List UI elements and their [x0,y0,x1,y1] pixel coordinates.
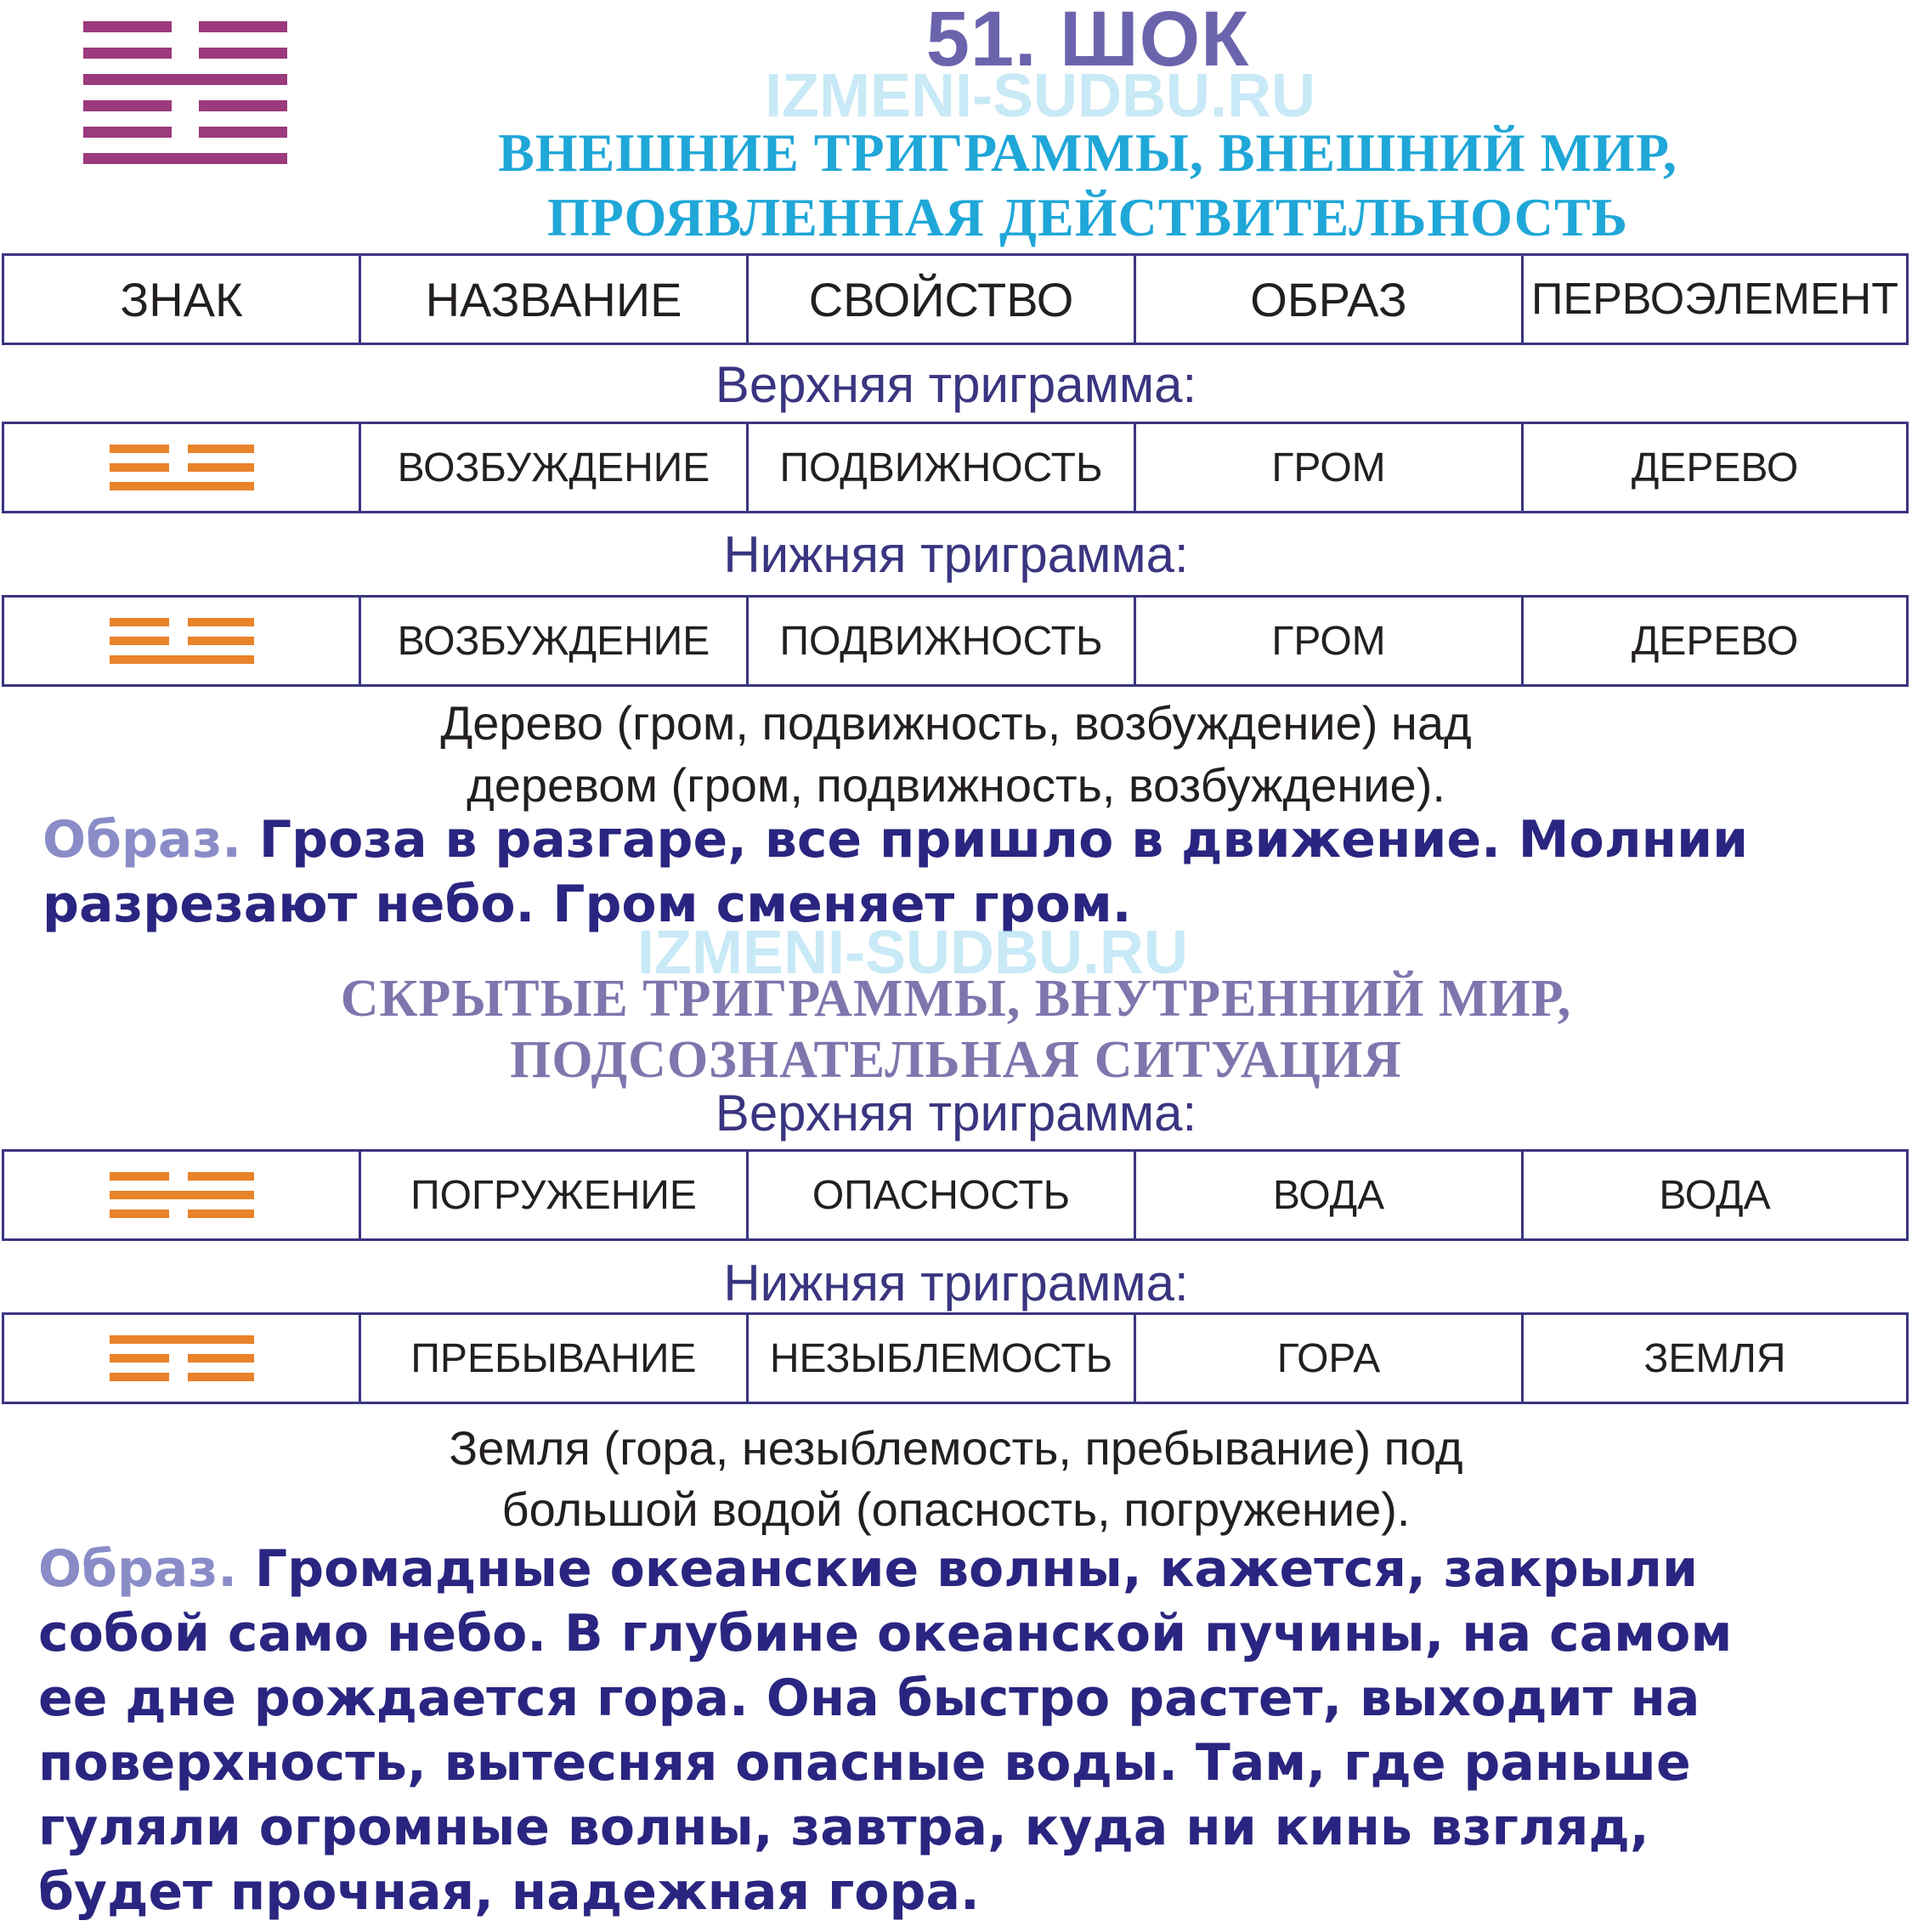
image-line: ее дне рождается гора. Она быстро растет, выходит на [38,1669,1700,1728]
mountain-trigram-icon [110,1331,254,1385]
watermark: IZMENI-SUDBU.RU [637,919,1188,987]
image-label: Образ. [42,810,241,870]
hexagram-51-icon [83,21,287,179]
watermark: IZMENI-SUDBU.RU [765,62,1315,130]
trigram-name: ПРЕБЫВАНИЕ [361,1315,749,1402]
image-line: разрезают небо. Гром сменяет гром. [42,875,1132,934]
column-element: ПЕРВОЭЛЕМЕНТ [1531,275,1898,324]
image-line: Громадные океанские волны, кажется, закрыли [254,1539,1699,1599]
trigram-property: НЕЗЫБЛЕМОСТЬ [749,1315,1136,1402]
hidden-description-line-1: Земля (гора, незыблемость, пребывание) под [449,1421,1463,1475]
thunder-trigram-icon [110,440,254,495]
hidden-upper-row [2,1149,1909,1241]
outer-upper-row [2,422,1909,513]
image-line: собой само небо. В глубине океанской пучины, на самом [38,1604,1733,1663]
image-line: поверхность, вытесняя опасные воды. Там, где раньше [38,1733,1691,1793]
column-sign: ЗНАК [4,256,361,343]
hidden-description-line-2: большой водой (опасность, погружение). [501,1482,1411,1536]
column-property: СВОЙСТВО [749,256,1136,343]
hidden-lower-row [2,1312,1909,1404]
image-label: Образ. [38,1539,237,1599]
thunder-trigram-icon [110,614,254,668]
trigram-image: ГРОМ [1136,424,1524,511]
hidden-heading-line-1: СКРЫТЫЕ ТРИГРАММЫ, ВНУТРЕННИЙ МИР, [340,970,1572,1028]
trigram-element: ВОДА [1659,1172,1771,1218]
trigram-property: ПОДВИЖНОСТЬ [749,598,1136,684]
outer-description-line-1: Дерево (гром, подвижность, возбуждение) над [440,696,1472,750]
trigram-name: ПОГРУЖЕНИЕ [361,1152,749,1238]
column-name: НАЗВАНИЕ [361,256,749,343]
trigram-element: ДЕРЕВО [1631,618,1799,664]
outer-description-line-2: деревом (гром, подвижность, возбуждение). [467,758,1445,812]
hidden-upper-label: Верхняя триграмма: [715,1085,1197,1142]
outer-heading-line-1: ВНЕШНИЕ ТРИГРАММЫ, ВНЕШНИЙ МИР, [498,122,1677,183]
outer-upper-label: Верхняя триграмма: [715,356,1197,413]
image-line: Гроза в разгаре, все пришло в движение. Молнии [258,810,1749,870]
outer-lower-row [2,595,1909,687]
trigram-image: ГРОМ [1136,598,1524,684]
column-image: ОБРАЗ [1136,256,1524,343]
trigram-element: ЗЕМЛЯ [1643,1335,1786,1381]
trigram-property: ОПАСНОСТЬ [749,1152,1136,1238]
trigram-name: ВОЗБУЖДЕНИЕ [361,424,749,511]
column-header-row [2,253,1909,345]
image-line: будет прочная, надежная гора. [38,1862,980,1922]
hidden-lower-label: Нижняя триграмма: [723,1255,1189,1312]
hidden-heading-line-2: ПОДСОЗНАТЕЛЬНАЯ СИТУАЦИЯ [510,1031,1402,1089]
trigram-property: ПОДВИЖНОСТЬ [749,424,1136,511]
hidden-image-text [38,1537,1874,1924]
trigram-image: ВОДА [1136,1152,1524,1238]
outer-lower-label: Нижняя триграмма: [723,526,1189,583]
water-trigram-icon [110,1168,254,1222]
trigram-name: ВОЗБУЖДЕНИЕ [361,598,749,684]
page-title: 51. ШОК [925,0,1250,82]
trigram-image: ГОРА [1136,1315,1524,1402]
trigram-element: ДЕРЕВО [1631,445,1799,490]
outer-heading-line-2: ПРОЯВЛЕННАЯ ДЕЙСТВИТЕЛЬНОСТЬ [547,187,1628,247]
image-line: гуляли огромные волны, завтра, куда ни кинь взгляд, [38,1798,1649,1857]
